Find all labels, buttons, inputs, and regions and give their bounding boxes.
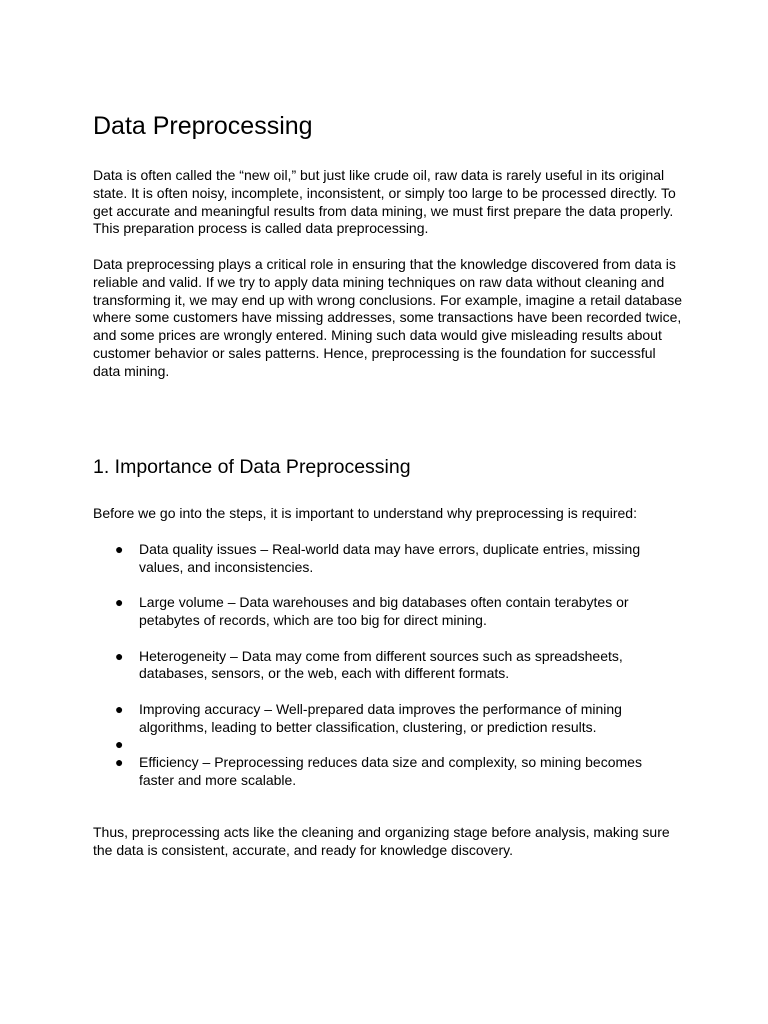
bullet-dot-icon: ● <box>115 541 124 557</box>
intro-paragraph-2: Data preprocessing plays a critical role in ensuring that the knowledge discovered from data is reliable and valid. If we try to apply data mining techniques on raw data without cleaning and transforming it, we may end up with wrong conclusions. For example, imagine a retail database where some customers have missing addresses, some transactions have been recorded twice, and some prices are wrongly entered. Mining such data would give misleading results about customer behavior or sales patterns. Hence, preprocessing is the foundation for successful data mining. <box>93 256 683 379</box>
bullet-item-data-quality <box>0 541 659 577</box>
section-lead-paragraph: Before we go into the steps, it is important to understand why preprocessing is required: <box>93 505 637 521</box>
bullet-text: Heterogeneity – Data may come from different sources such as spreadsheets, databases, sensors, or the web, each with different formats. <box>139 647 623 682</box>
bullet-text: Improving accuracy – Well-prepared data improves the performance of mining algorithms, leading to better classification, clustering, or prediction results. <box>139 700 622 735</box>
bullet-item-empty <box>0 736 659 754</box>
bullet-text: Efficiency – Preprocessing reduces data size and complexity, so mining becomes faster and more scalable. <box>139 754 642 788</box>
bullet-text: Large volume – Data warehouses and big databases often contain terabytes or petabytes of records, which are too big for direct mining. <box>139 594 629 628</box>
bullet-dot-icon: ● <box>115 736 124 753</box>
importance-bullet-list <box>0 541 768 790</box>
intro-paragraph-1: Data is often called the “new oil,” but just like crude oil, raw data is rarely useful in its original state. It is often noisy, incomplete, inconsistent, or simply too large to be processed directly. To get accurate and meaningful results from data mining, we must first prepare the data properly. This preparation process is called data preprocessing. <box>93 167 676 237</box>
bullet-dot-icon: ● <box>115 754 124 770</box>
bullet-item-large-volume <box>0 594 659 630</box>
bullet-text: Data quality issues – Real-world data may have errors, duplicate entries, missing values, and inconsistencies. <box>139 541 641 575</box>
bullet-dot-icon: ● <box>115 594 124 611</box>
bullet-dot-icon: ● <box>115 647 124 664</box>
bullet-item-heterogeneity <box>0 648 659 684</box>
section-conclusion-paragraph: Thus, preprocessing acts like the cleaning and organizing stage before analysis, making sure the data is consistent, accurate, and ready for knowledge discovery. <box>93 824 670 858</box>
bullet-item-efficiency <box>0 754 659 790</box>
section-heading-importance: 1. Importance of Data Preprocessing <box>93 456 411 478</box>
bullet-item-improving-accuracy <box>0 701 659 737</box>
document-title: Data Preprocessing <box>93 112 313 140</box>
bullet-dot-icon: ● <box>115 700 124 717</box>
